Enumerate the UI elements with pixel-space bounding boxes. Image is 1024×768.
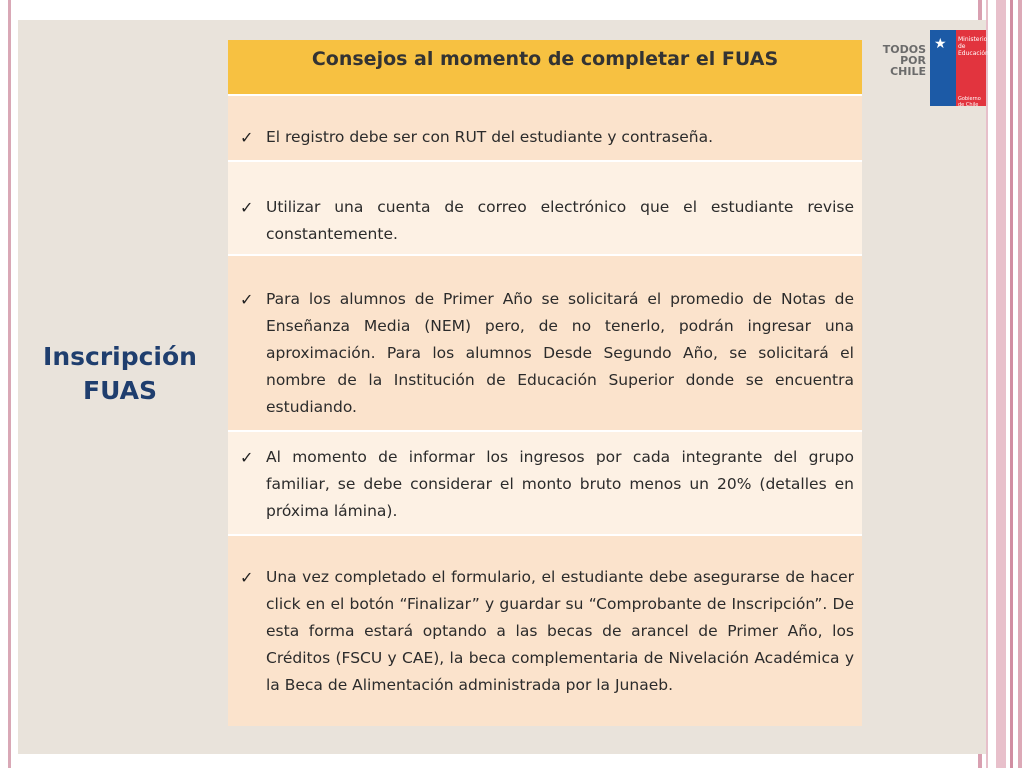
ministry-label-line: Ministerio de <box>958 36 988 50</box>
tip-text: Al momento de informar los ingresos por cada integrante del grupo familiar, se debe considerar el monto bruto menos un 20% (detalles en próxima lámina). <box>266 448 854 520</box>
tip-row <box>228 160 862 254</box>
left-decor-line <box>8 0 11 768</box>
right-decor-stripe <box>1010 0 1013 768</box>
tip-row <box>228 534 862 726</box>
tip-text: El registro debe ser con RUT del estudiante y contraseña. <box>266 128 714 146</box>
tip-row <box>228 94 862 160</box>
logo-slogan <box>882 44 926 77</box>
slide-title <box>30 340 210 408</box>
checkmark-icon: ✓ <box>240 198 254 217</box>
logo-slogan-line: POR <box>900 54 926 67</box>
tips-table-header: Consejos al momento de completar el FUAS <box>228 40 862 94</box>
right-decor-stripe <box>1018 0 1022 768</box>
gobierno-label: Gobierno de Chile <box>958 96 981 108</box>
government-logo <box>882 30 989 108</box>
tips-table <box>228 40 862 726</box>
logo-slogan-line: CHILE <box>890 65 926 78</box>
ministry-label <box>958 36 989 57</box>
slide-title-line2: FUAS <box>83 376 157 405</box>
right-decor-stripe <box>996 0 1006 768</box>
right-decor-stripe <box>986 0 988 768</box>
slide-title-line1: Inscripción <box>43 342 197 371</box>
ministry-label-line: Educación <box>958 50 989 57</box>
coat-of-arms-icon: ★ <box>934 36 947 52</box>
checkmark-icon: ✓ <box>240 128 254 147</box>
checkmark-icon: ✓ <box>240 448 254 467</box>
logo-slogan-line: TODOS <box>882 43 926 56</box>
tip-row <box>228 254 862 430</box>
tip-row <box>228 430 862 534</box>
tip-text: Una vez completado el formulario, el estudiante debe asegurarse de hacer click en el botón “Finalizar” y guardar su “Comprobante de Inscripción”. De esta forma estará optando a las becas de arancel de Primer Año, los Créditos (FSCU y CAE), la beca complementaria de Nivelación Académica y la Beca de Alimentación administrada por la Junaeb. <box>266 568 854 694</box>
checkmark-icon: ✓ <box>240 568 254 587</box>
tip-text: Utilizar una cuenta de correo electrónico que el estudiante revise constantemente. <box>266 198 854 243</box>
tip-text: Para los alumnos de Primer Año se solicitará el promedio de Notas de Enseñanza Media (NEM) pero, de no tenerlo, podrán ingresar una aproximación. Para los alumnos Desde Segundo Año, se solicitará el nombre de la Institución de Educación Superior donde se encuentra estudiando. <box>266 290 854 416</box>
checkmark-icon: ✓ <box>240 290 254 309</box>
